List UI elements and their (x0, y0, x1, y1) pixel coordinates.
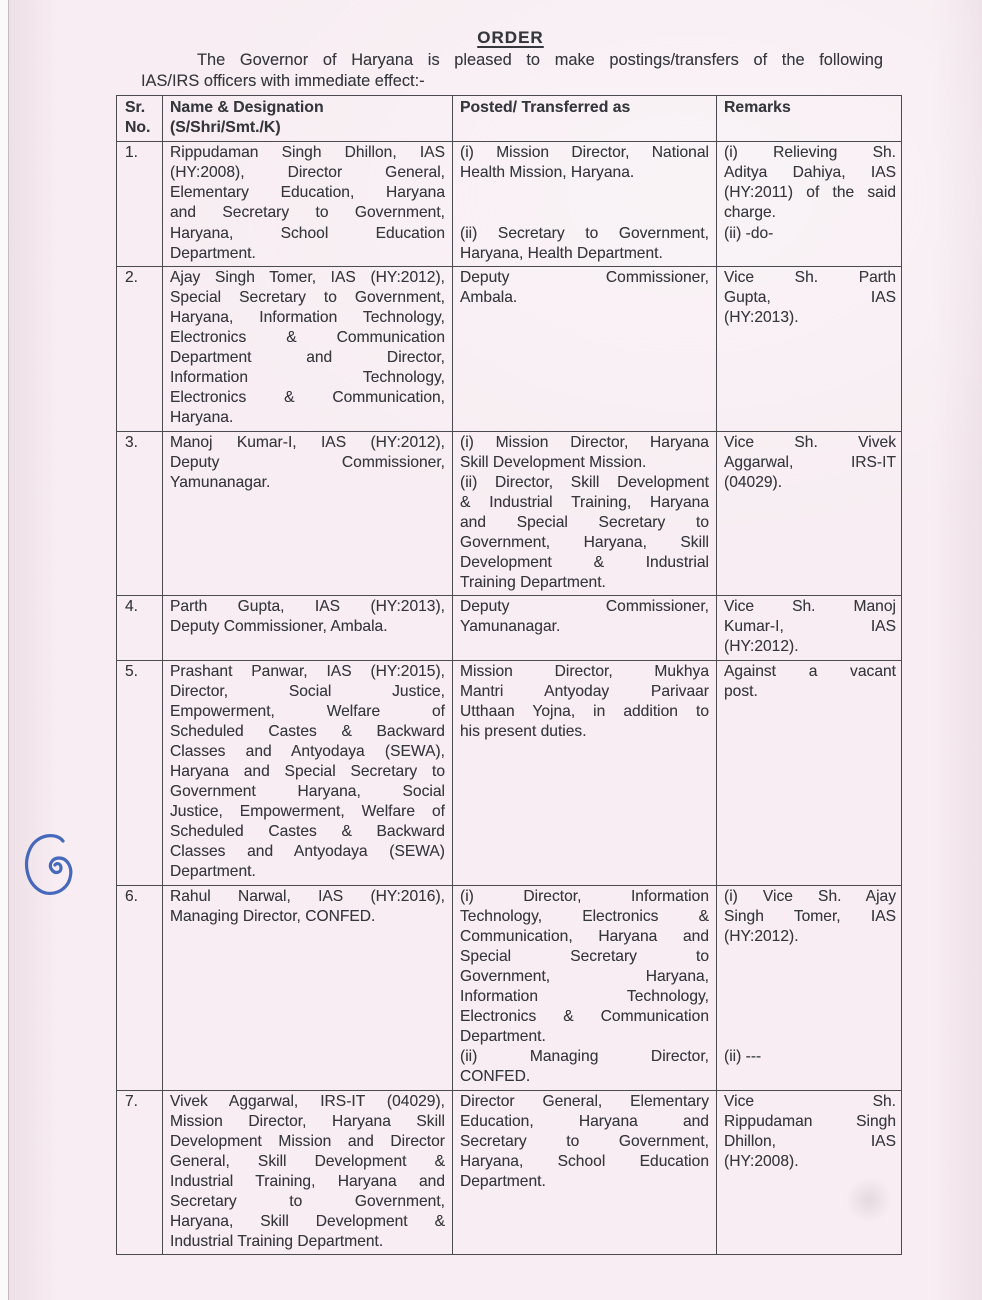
postings-table (116, 95, 902, 1255)
posted-cell (452, 1091, 716, 1255)
header-line: (S/Shri/Smt./K) (170, 119, 281, 137)
name-cell (162, 596, 452, 659)
text-line: Deputy Commissioner, (170, 453, 445, 471)
posted-cell (452, 596, 716, 659)
text-line: Mission Director, Mukhya (460, 662, 709, 680)
text-line: Secretary to Government, (460, 1132, 709, 1150)
table-header-row (117, 96, 901, 142)
text-line: post. (724, 682, 758, 700)
text-line: Ajay Singh Tomer, IAS (HY:2012), (170, 268, 445, 286)
text-line: Electronics & Communication (170, 329, 445, 347)
text-line: Mantri Antyoday Parivaar (460, 682, 709, 700)
text-line: (HY:2011) of the said (724, 184, 896, 202)
paragraph (170, 1093, 445, 1254)
text-line: & Industrial Training, Haryana (460, 493, 709, 511)
text-line: Department. (170, 863, 256, 881)
text-line: Industrial Training Department. (170, 1233, 384, 1251)
header-posted-transferred (452, 96, 716, 141)
sr-no: 5. (125, 662, 139, 680)
name-cell (162, 886, 452, 1090)
text-line: CONFED. (460, 1068, 531, 1086)
text-line: Classes and Antyodaya (SEWA), (170, 742, 445, 760)
text-line: Development Mission and Director (170, 1132, 445, 1150)
document-page (8, 0, 982, 1300)
text-line: Rippudaman Singh (724, 1112, 896, 1130)
paragraph (460, 598, 709, 638)
sr-no-cell (117, 596, 162, 659)
remarks-cell (716, 661, 903, 885)
header-line: Remarks (724, 99, 791, 116)
text-line: Information Technology, (460, 988, 709, 1006)
text-line: Deputy Commissioner, Ambala. (170, 618, 388, 636)
text-line: Prashant Panwar, IAS (HY:2015), (170, 662, 445, 680)
text-line: Special Secretary to (460, 947, 709, 965)
name-cell (162, 661, 452, 885)
text-line: Director General, Elementary (460, 1092, 709, 1110)
text-line: (i) Mission Director, National (460, 144, 709, 162)
text-line: (ii) Director, Skill Development (460, 473, 709, 491)
text-line: General, Skill Development & (170, 1152, 445, 1170)
scan-smudge (837, 1168, 901, 1232)
paragraph (724, 1093, 896, 1173)
paragraph (724, 598, 896, 658)
text-line: Elementary Education, Haryana (170, 184, 445, 202)
paragraph (460, 225, 709, 265)
header-line: Sr. (125, 99, 146, 116)
text-line: charge. (724, 204, 777, 222)
text-line: Department. (460, 1028, 546, 1046)
text-line: Department. (460, 1172, 546, 1190)
name-cell (162, 1091, 452, 1255)
text-line: Director, Social Justice, (170, 682, 445, 700)
pen-mark-scribble (23, 830, 75, 898)
paragraph (460, 474, 709, 595)
text-line: Yamunanagar. (170, 473, 271, 491)
paragraph (724, 663, 896, 703)
text-line: (i) Vice Sh. Ajay (724, 887, 896, 905)
name-cell (162, 142, 452, 266)
sr-no-cell (117, 661, 162, 885)
paragraph (170, 663, 445, 884)
paragraph (724, 434, 896, 494)
paragraph (460, 1048, 709, 1088)
text-line: Skill Development Mission. (460, 453, 647, 471)
text-line: Technology, Electronics & (460, 907, 709, 925)
paragraph (170, 434, 445, 494)
sr-no: 7. (125, 1092, 139, 1110)
sr-no: 2. (125, 268, 139, 286)
text-line: Mission Director, Haryana Skill (170, 1112, 445, 1130)
header-line: Posted/ Transferred as (460, 99, 631, 116)
table-row (117, 886, 901, 1091)
text-line: Deputy Commissioner, (460, 598, 709, 616)
text-line: (i) Relieving Sh. (724, 144, 896, 162)
paragraph (460, 1093, 709, 1193)
text-line: Special Secretary to Government, (170, 288, 445, 306)
text-line: Vice Sh. Manoj (724, 598, 896, 616)
text-line: Vice Sh. Parth (724, 268, 896, 286)
remarks-cell (716, 596, 903, 659)
text-line: Aggarwal, IRS-IT (724, 453, 896, 471)
text-line: Aditya Dahiya, IAS (724, 164, 896, 182)
paragraph (460, 663, 709, 743)
posted-cell (452, 432, 716, 596)
text-line: Kumar-I, IAS (724, 618, 896, 636)
text-line: Development & Industrial (460, 554, 709, 572)
text-line: Haryana, Information Technology, (170, 308, 445, 326)
text-line: (ii) -do- (724, 224, 774, 242)
table-row (117, 267, 901, 432)
header-name-designation (162, 96, 452, 141)
remarks-cell (716, 142, 903, 266)
text-line: his present duties. (460, 722, 587, 740)
text-line: Industrial Training, Haryana and (170, 1172, 445, 1190)
text-line: (HY:2008), Director General, (170, 164, 445, 182)
paragraph (724, 888, 896, 948)
table-row (117, 432, 901, 597)
paragraph (724, 1048, 896, 1068)
table-body (117, 142, 901, 1254)
paragraph (460, 888, 709, 1049)
paragraph (460, 269, 709, 309)
text-line: Utthaan Yojna, in addition to (460, 702, 709, 720)
text-line: Rahul Narwal, IAS (HY:2016), (170, 887, 445, 905)
text-line: Haryana, School Education (170, 224, 445, 242)
text-line: Yamunanagar. (460, 618, 561, 636)
sr-no-cell (117, 1091, 162, 1255)
paragraph (170, 888, 445, 928)
text-line: Electronics & Communication, (170, 389, 445, 407)
posted-cell (452, 886, 716, 1090)
text-line: Secretary to Government, (170, 1192, 445, 1210)
sr-no: 3. (125, 433, 139, 451)
text-line: Empowerment, Welfare of (170, 702, 445, 720)
text-line: Information Technology, (170, 369, 445, 387)
paragraph (724, 144, 896, 224)
text-line: Gupta, IAS (724, 288, 896, 306)
text-line: (HY:2013). (724, 308, 799, 326)
table-row (117, 142, 901, 267)
posted-cell (452, 661, 716, 885)
text-line: Vice Sh. (724, 1092, 896, 1110)
sr-no-cell (117, 142, 162, 266)
text-line: Managing Director, CONFED. (170, 907, 376, 925)
posted-cell (452, 142, 716, 266)
sr-no: 6. (125, 887, 139, 905)
text-line: Department and Director, (170, 349, 445, 367)
sr-no-cell (117, 267, 162, 431)
table-row (117, 661, 901, 886)
paragraph (460, 434, 709, 474)
sr-no-cell (117, 432, 162, 596)
text-line: (HY:2008). (724, 1152, 799, 1170)
text-line: Manoj Kumar-I, IAS (HY:2012), (170, 433, 445, 451)
text-line: Education, Haryana and (460, 1112, 709, 1130)
text-line: Dhillon, IAS (724, 1132, 896, 1150)
text-line: Rippudaman Singh Dhillon, IAS (170, 144, 445, 162)
text-line: (ii) Managing Director, (460, 1048, 709, 1066)
text-line: Justice, Empowerment, Welfare of (170, 803, 445, 821)
text-line: (ii) --- (724, 1048, 762, 1066)
text-line: Haryana. (170, 409, 234, 427)
text-line: Government, Haryana, Skill (460, 533, 709, 551)
text-line: (ii) Secretary to Government, (460, 224, 709, 242)
header-line: No. (125, 119, 151, 137)
paragraph (460, 144, 709, 184)
text-line: (i) Director, Information (460, 887, 709, 905)
text-line: Haryana, School Education (460, 1152, 709, 1170)
text-line: Department. (170, 244, 256, 262)
header-remarks (716, 96, 903, 141)
text-line: Haryana, Health Department. (460, 244, 663, 262)
title-wrap (9, 28, 982, 48)
paragraph (170, 269, 445, 430)
text-line: Ambala. (460, 288, 518, 306)
text-line: Training Department. (460, 574, 606, 592)
header-line: Name & Designation (170, 99, 324, 116)
text-line: Government, Haryana, (460, 967, 709, 985)
table-row (117, 596, 901, 660)
text-line: Singh Tomer, IAS (724, 907, 896, 925)
page-title: ORDER (477, 28, 544, 47)
table-row (117, 1091, 901, 1255)
paragraph (724, 225, 896, 245)
text-line: Health Mission, Haryana. (460, 164, 635, 182)
remarks-cell (716, 267, 903, 431)
sr-no: 1. (125, 144, 139, 162)
name-cell (162, 432, 452, 596)
text-line: Scheduled Castes & Backward (170, 823, 445, 841)
text-line: Electronics & Communication (460, 1008, 709, 1026)
paragraph (170, 144, 445, 265)
paragraph (170, 598, 445, 638)
text-line: Haryana, Skill Development & (170, 1213, 445, 1231)
text-line: Haryana and Special Secretary to (170, 763, 445, 780)
intro-line: IAS/IRS officers with immediate effect:- (141, 71, 425, 90)
remarks-cell (716, 886, 903, 1090)
remarks-cell (716, 432, 903, 596)
text-line: and Special Secretary to (460, 513, 709, 531)
intro-line: The Governor of Haryana is pleased to make postings/transfers of the following (197, 51, 883, 69)
text-line: Classes and Antyodaya (SEWA) (170, 843, 445, 861)
text-line: Government Haryana, Social (170, 783, 445, 801)
intro-paragraph (141, 51, 883, 92)
text-line: Deputy Commissioner, (460, 268, 709, 286)
text-line: Vice Sh. Vivek (724, 433, 896, 451)
text-line: Against a vacant (724, 662, 896, 680)
text-line: (HY:2012). (724, 638, 799, 656)
sr-no-cell (117, 886, 162, 1090)
text-line: (HY:2012). (724, 927, 799, 945)
text-line: Vivek Aggarwal, IRS-IT (04029), (170, 1092, 445, 1110)
text-line: (i) Mission Director, Haryana (460, 433, 709, 451)
sr-no: 4. (125, 598, 139, 616)
text-line: Communication, Haryana and (460, 927, 709, 945)
text-line: and Secretary to Government, (170, 204, 445, 222)
posted-cell (452, 267, 716, 431)
name-cell (162, 267, 452, 431)
text-line: (04029). (724, 473, 783, 491)
header-sr-no (117, 96, 162, 141)
text-line: Scheduled Castes & Backward (170, 722, 445, 740)
text-line: Parth Gupta, IAS (HY:2013), (170, 598, 445, 616)
paragraph (724, 269, 896, 329)
